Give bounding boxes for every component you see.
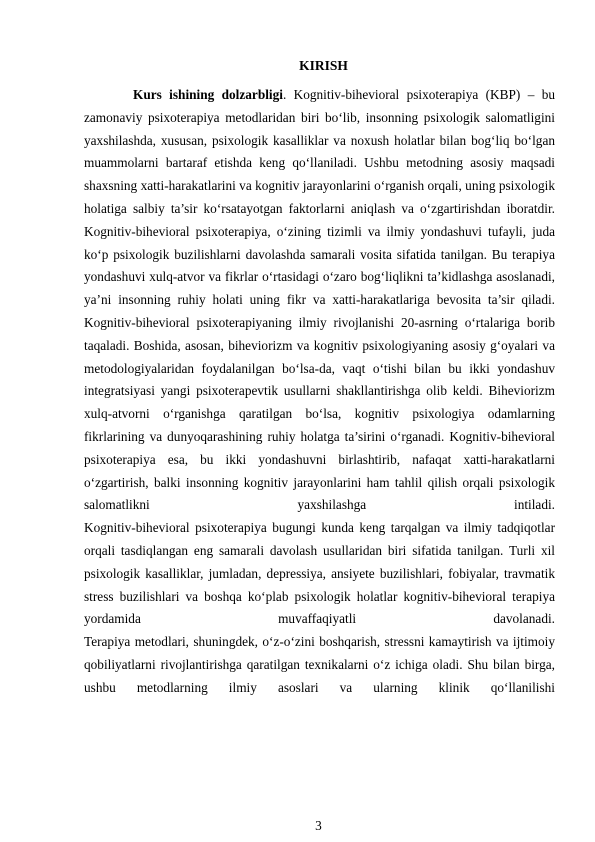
lead-heading: Kurs ishining dolzarbligi bbox=[133, 87, 283, 102]
paragraph-3: Kognitiv-bihevioral psixoterapiya bugungi kunda keng tarqalgan va ilmiy tadqiqotlar orqali tasdiqlangan eng samarali davolash usullaridan biri sifatida tanilgan. Turli xil psixologik kasalliklar, jumladan, depressiya, ansiyete buzilishlari, fobiyalar, travmatik stress buzilishlari va boshqa ko‘plab psixologik holatlar kognitiv-bihevioral terapiya yordamida muvaffaqiyatli davolanadi. bbox=[84, 520, 555, 627]
paragraph-2: Kognitiv-bihevioral psixoterapiyaning ilmiy rivojlanishi 20-asrning o‘rtalariga borib taqaladi. Boshida, asosan, biheviorizm va kognitiv psixologiyaning asosiy g‘oyalari va metodologiyalaridan foydalanilgan bo‘lsa-da, vaqt o‘tishi bilan bu ikki yondashuv integratsiyasi yangi psixoterapevtik usullarni shakllantirishga olib keldi. Biheviorizm xulq-atvorni o‘rganishga qaratilgan bo‘lsa, kognitiv psixologiya odamlarning fikrlarining va dunyoqarashining ruhiy holatga ta’sirini o‘rganadi. Kognitiv-bihevioral psixoterapiya esa, bu ikki yondashuvni birlashtirib, nafaqat xatti-harakatlarni o‘zgartirish, balki insonning kognitiv jarayonlarini ham tahlil qilish orqali psixologik salomatlikni yaxshilashga intiladi. bbox=[84, 314, 555, 513]
section-title: KIRISH bbox=[299, 58, 348, 73]
paragraph-1-text: . Kognitiv-bihevioral psixoterapiya (KBP) – bu zamonaviy psixoterapiya metodlaridan biri bo‘lib, insonning psixologik salomatligini yaxshilashda, xususan, psixologik kasalliklar va noxush holatlar bilan bog‘liq bo‘lgan muammolarni bartaraf etishda keng qo‘llaniladi. Ushbu metodning asosiy maqsadi shaxsning xatti-harakatlarini va kognitiv jarayonlarini o‘rganish orqali, uning psixologik holatiga salbiy ta’sir ko‘rsatayotgan faktorlarni aniqlash va o‘zgartirishdan iboratdir. Kognitiv-bihevioral psixoterapiya, o‘zining tizimli va ilmiy yondashuvi tufayli, juda ko‘p psixologik buzilishlarni davolashda samarali vosita sifatida tanilgan. Bu terapiya yondashuvi xulq-atvor va fikrlar o‘rtasidagi o‘zaro bog‘liqlikni ta’kidlashga asoslanadi, ya’ni insonning ruhiy holati uning fikr va xatti-harakatlariga bevosita ta’sir qiladi. bbox=[84, 87, 555, 308]
paragraph-4: Terapiya metodlari, shuningdek, o‘z-o‘zini boshqarish, stressni kamaytirish va ijtimoiy qobiliyatlarni rivojlantirishga qaratilgan texnikalarni o‘z ichiga oladi. Shu bilan birga, ushbu metodlarning ilmiy asoslari va ularning klinik qo‘llanilishi bbox=[84, 634, 555, 695]
page-number: 3 bbox=[315, 818, 322, 833]
paragraph-1 bbox=[84, 84, 555, 312]
